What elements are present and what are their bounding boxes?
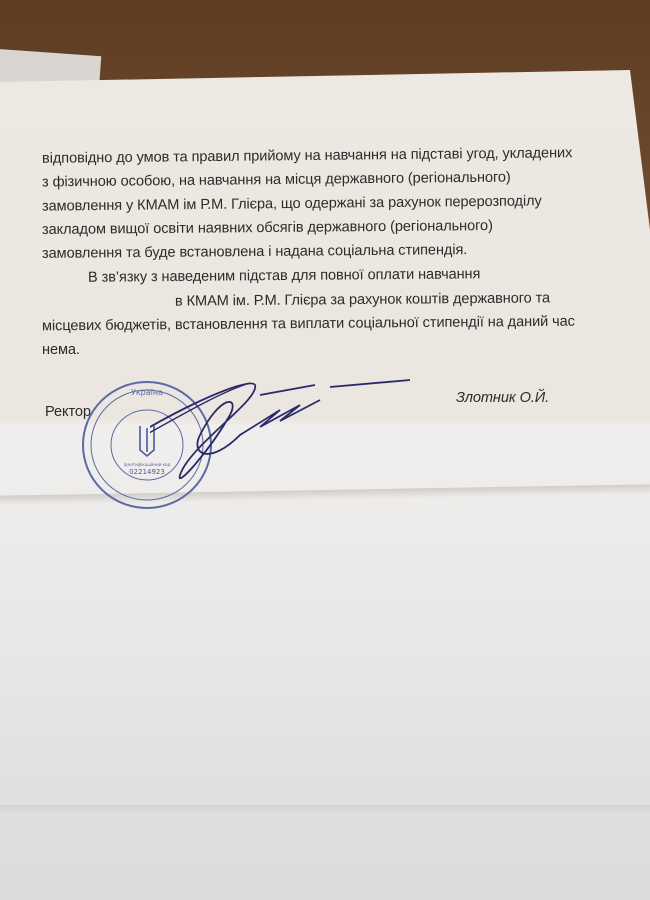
text-line: відповідно до умов та правил прийому на навчання на підставі угод, укладених: [41, 145, 573, 167]
text-line: з фізичною особою, на навчання на місця державного (регіонального): [41, 169, 511, 191]
handwritten-signature: [150, 355, 430, 495]
text-line: місцевих бюджетів, встановлення та виплати соціальної стипендії на даний час: [41, 313, 575, 335]
text-line: в КМАМ ім. Р.М. Глієра за рахунок коштів державного та: [174, 290, 551, 310]
paper-fold: [0, 805, 650, 813]
stamp-code: 02214923: [129, 468, 165, 476]
stamp-country: Україна: [130, 388, 164, 397]
text-line: В зв’язку з наведеним підстав для повної оплати навчання: [87, 266, 481, 286]
text-line: замовлення та буде встановлена і надана соціальна стипендія.: [41, 242, 468, 262]
signatory-name: Злотник О.Й.: [456, 390, 550, 406]
text-line: закладом вищої освіти наявних обсягів державного (регіонального): [41, 218, 493, 238]
stamp-code-label: Ідентифікаційний код: [123, 462, 171, 467]
text-line: нема.: [42, 342, 80, 358]
text-line: замовлення у КМАМ ім Р.М. Глієра, що одержані за рахунок перерозподілу: [41, 193, 542, 215]
signatory-title: Ректор: [45, 404, 91, 420]
